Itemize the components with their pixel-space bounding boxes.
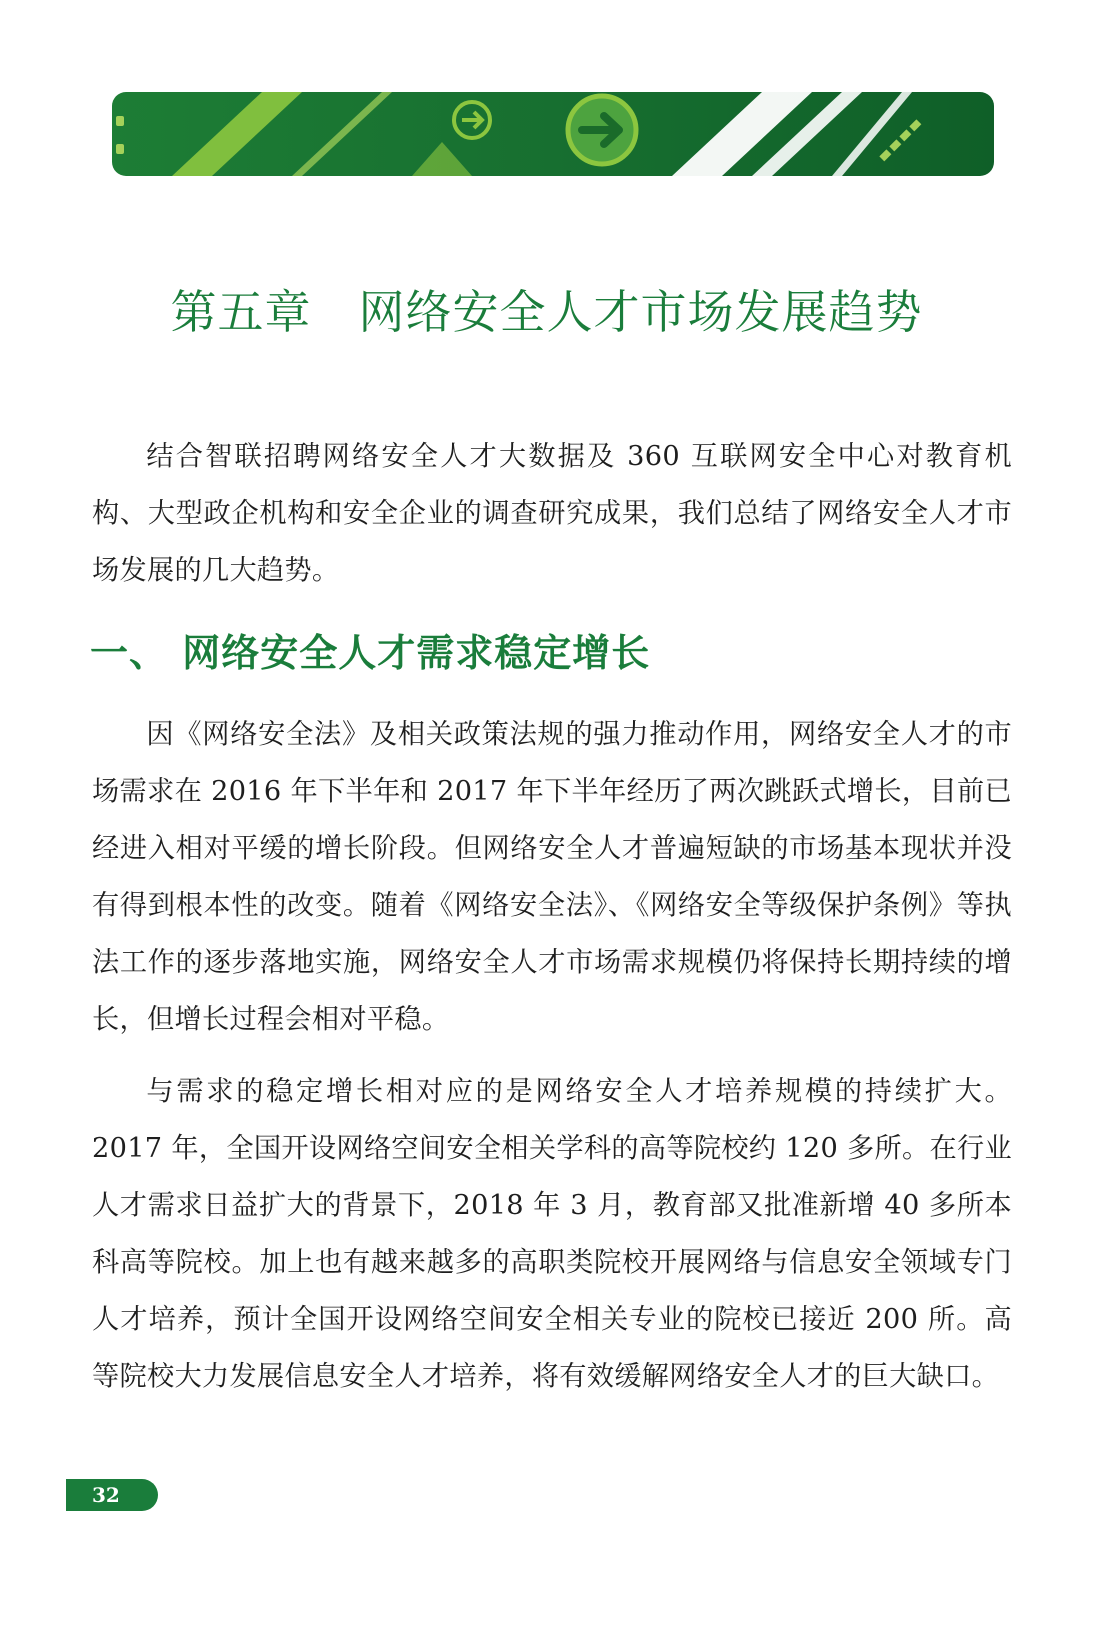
page-number: 32 (66, 1479, 158, 1511)
chapter-banner (112, 92, 994, 176)
chapter-title: 第五章 网络安全人才市场发展趋势 (170, 285, 923, 339)
body-paragraph: 因《网络安全法》及相关政策法规的强力推动作用，网络安全人才的市场需求在 2016 年下半年和 2017 年下半年经历了两次跳跃式增长，目前已经进入相对平缓的增长阶段。但网络安全人才普遍短缺的市场基本现状并没有得到根本性的改变。随着《网络安全法》、《网络安全等级保护条例》等执法工作的逐步落地实施，网络安全人才市场需求规模仍将保持长期持续的增长，但增长过程会相对平稳。 (92, 719, 1012, 1035)
arrow-right-large-icon (568, 96, 636, 164)
body-paragraph: 与需求的稳定增长相对应的是网络安全人才培养规模的持续扩大。2017 年，全国开设网络空间安全相关学科的高等院校约 120 多所。在行业人才需求日益扩大的背景下，2018 年 3 月，教育部又批准新增 40 多所本科高等院校。加上也有越来越多的高职类院校开展网络与信息安全领域专门人才培养，预计全国开设网络空间安全相关专业的院校已接近 200 所。高等院校大力发展信息安全人才培养，将有效缓解网络安全人才的巨大缺口。 (92, 1076, 1012, 1392)
banner-graphic (112, 92, 994, 176)
intro-paragraph: 结合智联招聘网络安全人才大数据及 360 互联网安全中心对教育机构、大型政企机构和安全企业的调查研究成果，我们总结了网络安全人才市场发展的几大趋势。 (92, 441, 1012, 586)
section-heading: 一、 网络安全人才需求稳定增长 (90, 631, 651, 675)
